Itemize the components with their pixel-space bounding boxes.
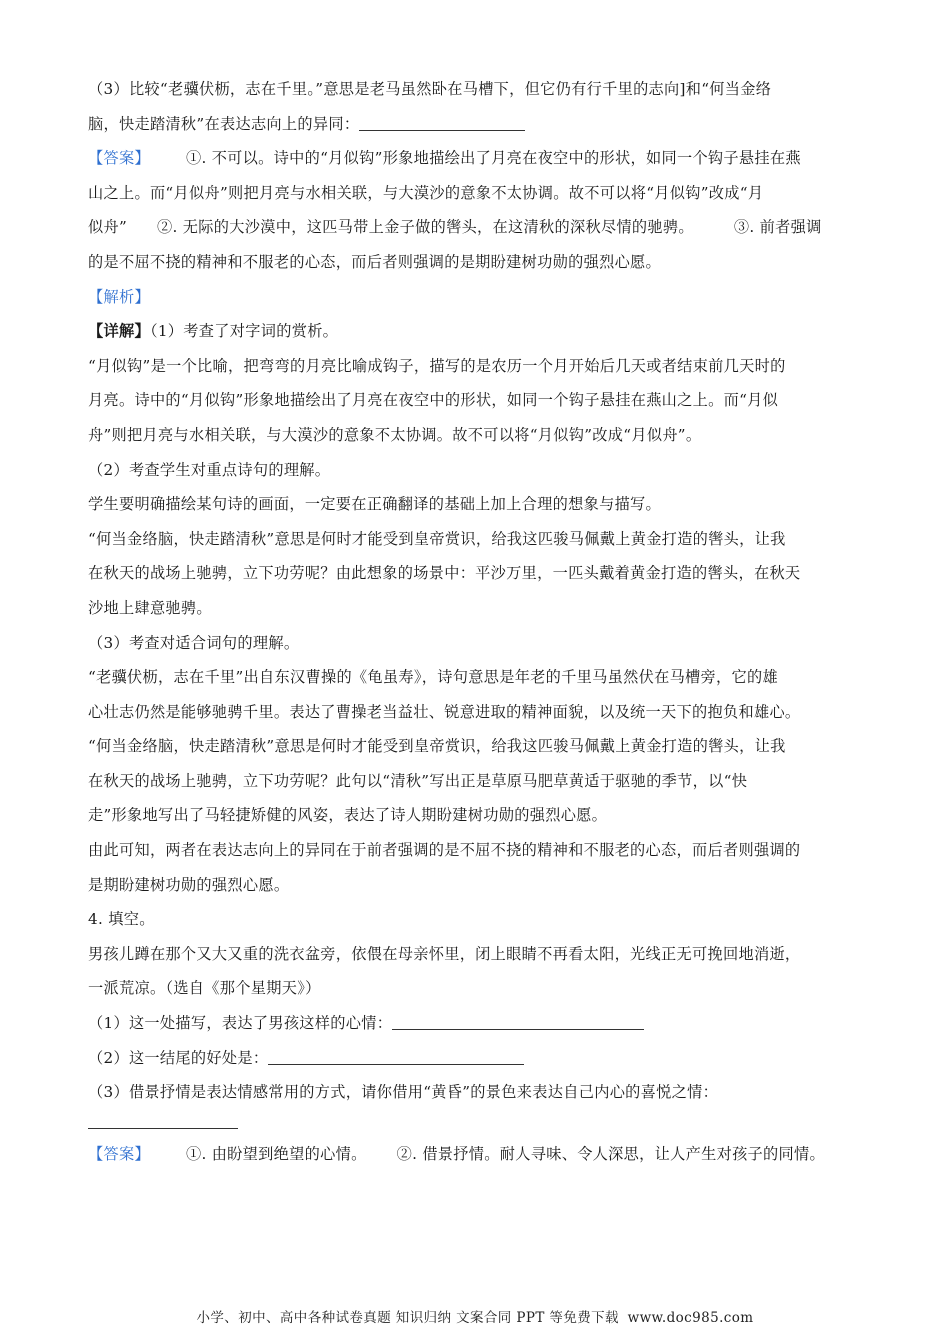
q4-sub-1: [88, 1006, 866, 1041]
document-page: [88, 72, 866, 1171]
q4-sub-2-text: （2）这一结尾的好处是：: [88, 1048, 269, 1067]
answer-line-2: 山之上。而“月似舟”则把月亮与水相关联，与大漠沙的意象不太协调。故不可以将“月似钩”改成“月: [88, 183, 764, 202]
analysis-line: 心壮志仍然是能够驰骋千里。表达了曹操老当益壮、锐意进取的精神面貌，以及统一天下的抱负和雄心。: [88, 702, 801, 721]
answer-line-3: [88, 210, 866, 245]
analysis-line: 沙地上肆意驰骋。: [88, 598, 212, 617]
analysis-line: 由此可知，两者在表达志向上的异同在于前者强调的是不屈不挠的精神和不服老的心态，而后者则强调的: [88, 841, 801, 860]
q4-passage-line: 男孩儿蹲在那个又大又重的洗衣盆旁，依偎在母亲怀里，闭上眼睛不再看太阳，光线正无可挽回地消逝，: [88, 944, 801, 963]
q4-sub-2: [88, 1041, 866, 1076]
answer-text: ①. 不可以。诗中的“月似钩”形象地描绘出了月亮在夜空中的形状，如同一个钩子悬挂在燕: [185, 149, 801, 168]
q4-sub-3: （3）借景抒情是表达情感常用的方式，请你借用“黄昏”的景色来表达自己内心的喜悦之情：: [88, 1083, 719, 1102]
analysis-line: 是期盼建树功勋的强烈心愿。: [88, 875, 290, 894]
q4-sub-1-text: （1）这一处描写，表达了男孩这样的心情：: [88, 1014, 393, 1033]
analysis-line: 在秋天的战场上驰骋，立下功劳呢？此句以“清秋”写出正是草原马肥草黄适于驱驰的季节，以“快: [88, 771, 748, 790]
analysis-line: “何当金络脑，快走踏清秋”意思是何时才能受到皇帝赏识，给我这匹骏马佩戴上黄金打造的辔头，让我: [88, 737, 786, 756]
analysis-line: 在秋天的战场上驰骋，立下功劳呢？由此想象的场景中：平沙万里，一匹头戴着黄金打造的辔头，在秋天: [88, 564, 801, 583]
analysis-line: “何当金络脑，快走踏清秋”意思是何时才能受到皇帝赏识，给我这匹骏马佩戴上黄金打造的辔头，让我: [88, 529, 786, 548]
q4-answer-text: ②. 借景抒情。耐人寻味、令人深思，让人产生对孩子的同情。: [396, 1144, 825, 1163]
page-footer: [0, 1306, 950, 1326]
answer-text: 似舟”: [88, 218, 128, 237]
q4-answer-text: ①. 由盼望到绝望的心情。: [185, 1144, 367, 1163]
footer-text: 小学、初中、高中各种试卷真题 知识归纳 文案合同 PPT 等免费下载: [196, 1310, 619, 1326]
answer-text: ②. 无际的大沙漠中，这匹马带上金子做的辔头，在这清秋的深秋尽情的驰骋。: [157, 218, 694, 237]
analysis-subheading: （3）考查对适合词句的理解。: [88, 633, 300, 652]
analysis-line: “老骥伏枥，志在千里”出自东汉曹操的《龟虽寿》，诗句意思是年老的千里马虽然伏在马槽旁，它的雄: [88, 668, 778, 687]
answer-blank: [392, 1011, 644, 1030]
q4-title: 4. 填空。: [88, 910, 155, 929]
analysis-line: 走”形象地写出了马轻捷矫健的风姿，表达了诗人期盼建树功勋的强烈心愿。: [88, 806, 608, 825]
q4-answer-line: [88, 1137, 866, 1172]
footer-url[interactable]: www.doc985.com: [627, 1310, 754, 1326]
answer-tag: 【答案】: [88, 1144, 150, 1163]
answer-blank: [268, 1046, 524, 1065]
analysis-heading: [88, 280, 866, 315]
analysis-line: 学生要明确描绘某句诗的画面，一定要在正确翻译的基础上加上合理的想象与描写。: [88, 495, 662, 514]
answer-tag: 【答案】: [88, 149, 150, 168]
q4-passage-line: 一派荒凉。（选自《那个星期天》）: [88, 979, 321, 998]
answer-blank: [359, 112, 525, 131]
answer-blank: [88, 1110, 238, 1129]
analysis-subheading: （2）考查学生对重点诗句的理解。: [88, 460, 331, 479]
answer-line-4: 的是不屈不挠的精神和不服老的心态，而后者则强调的是期盼建树功勋的强烈心愿。: [88, 252, 662, 271]
detail-tag: 【详解】: [88, 322, 150, 341]
analysis-line: “月似钩”是一个比喻，把弯弯的月亮比喻成钩子，描写的是农历一个月开始后几天或者结束前几天时的: [88, 356, 786, 375]
answer-text: ③. 前者强调: [733, 218, 822, 237]
detail-line: [88, 314, 866, 349]
analysis-tag: 【解析】: [88, 287, 150, 306]
analysis-line: 舟”则把月亮与水相关联，与大漠沙的意象不太协调。故不可以将“月似钩”改成“月似舟”。: [88, 425, 702, 444]
answer-line-1: [88, 141, 866, 176]
analysis-line: 月亮。诗中的“月似钩”形象地描绘出了月亮在夜空中的形状，如同一个钩子悬挂在燕山之上。而“月似: [88, 391, 779, 410]
q3-prompt-line-1: （3）比较“老骥伏枥，志在千里。”意思是老马虽然卧在马槽下，但它仍有行千里的志向]和“何当金络: [88, 80, 772, 98]
q3-prompt-text: 脑，快走踏清秋”在表达志向上的异同：: [88, 114, 360, 133]
q3-prompt-line-2: [88, 107, 866, 142]
detail-text: （1）考查了对字词的赏析。: [149, 322, 339, 341]
